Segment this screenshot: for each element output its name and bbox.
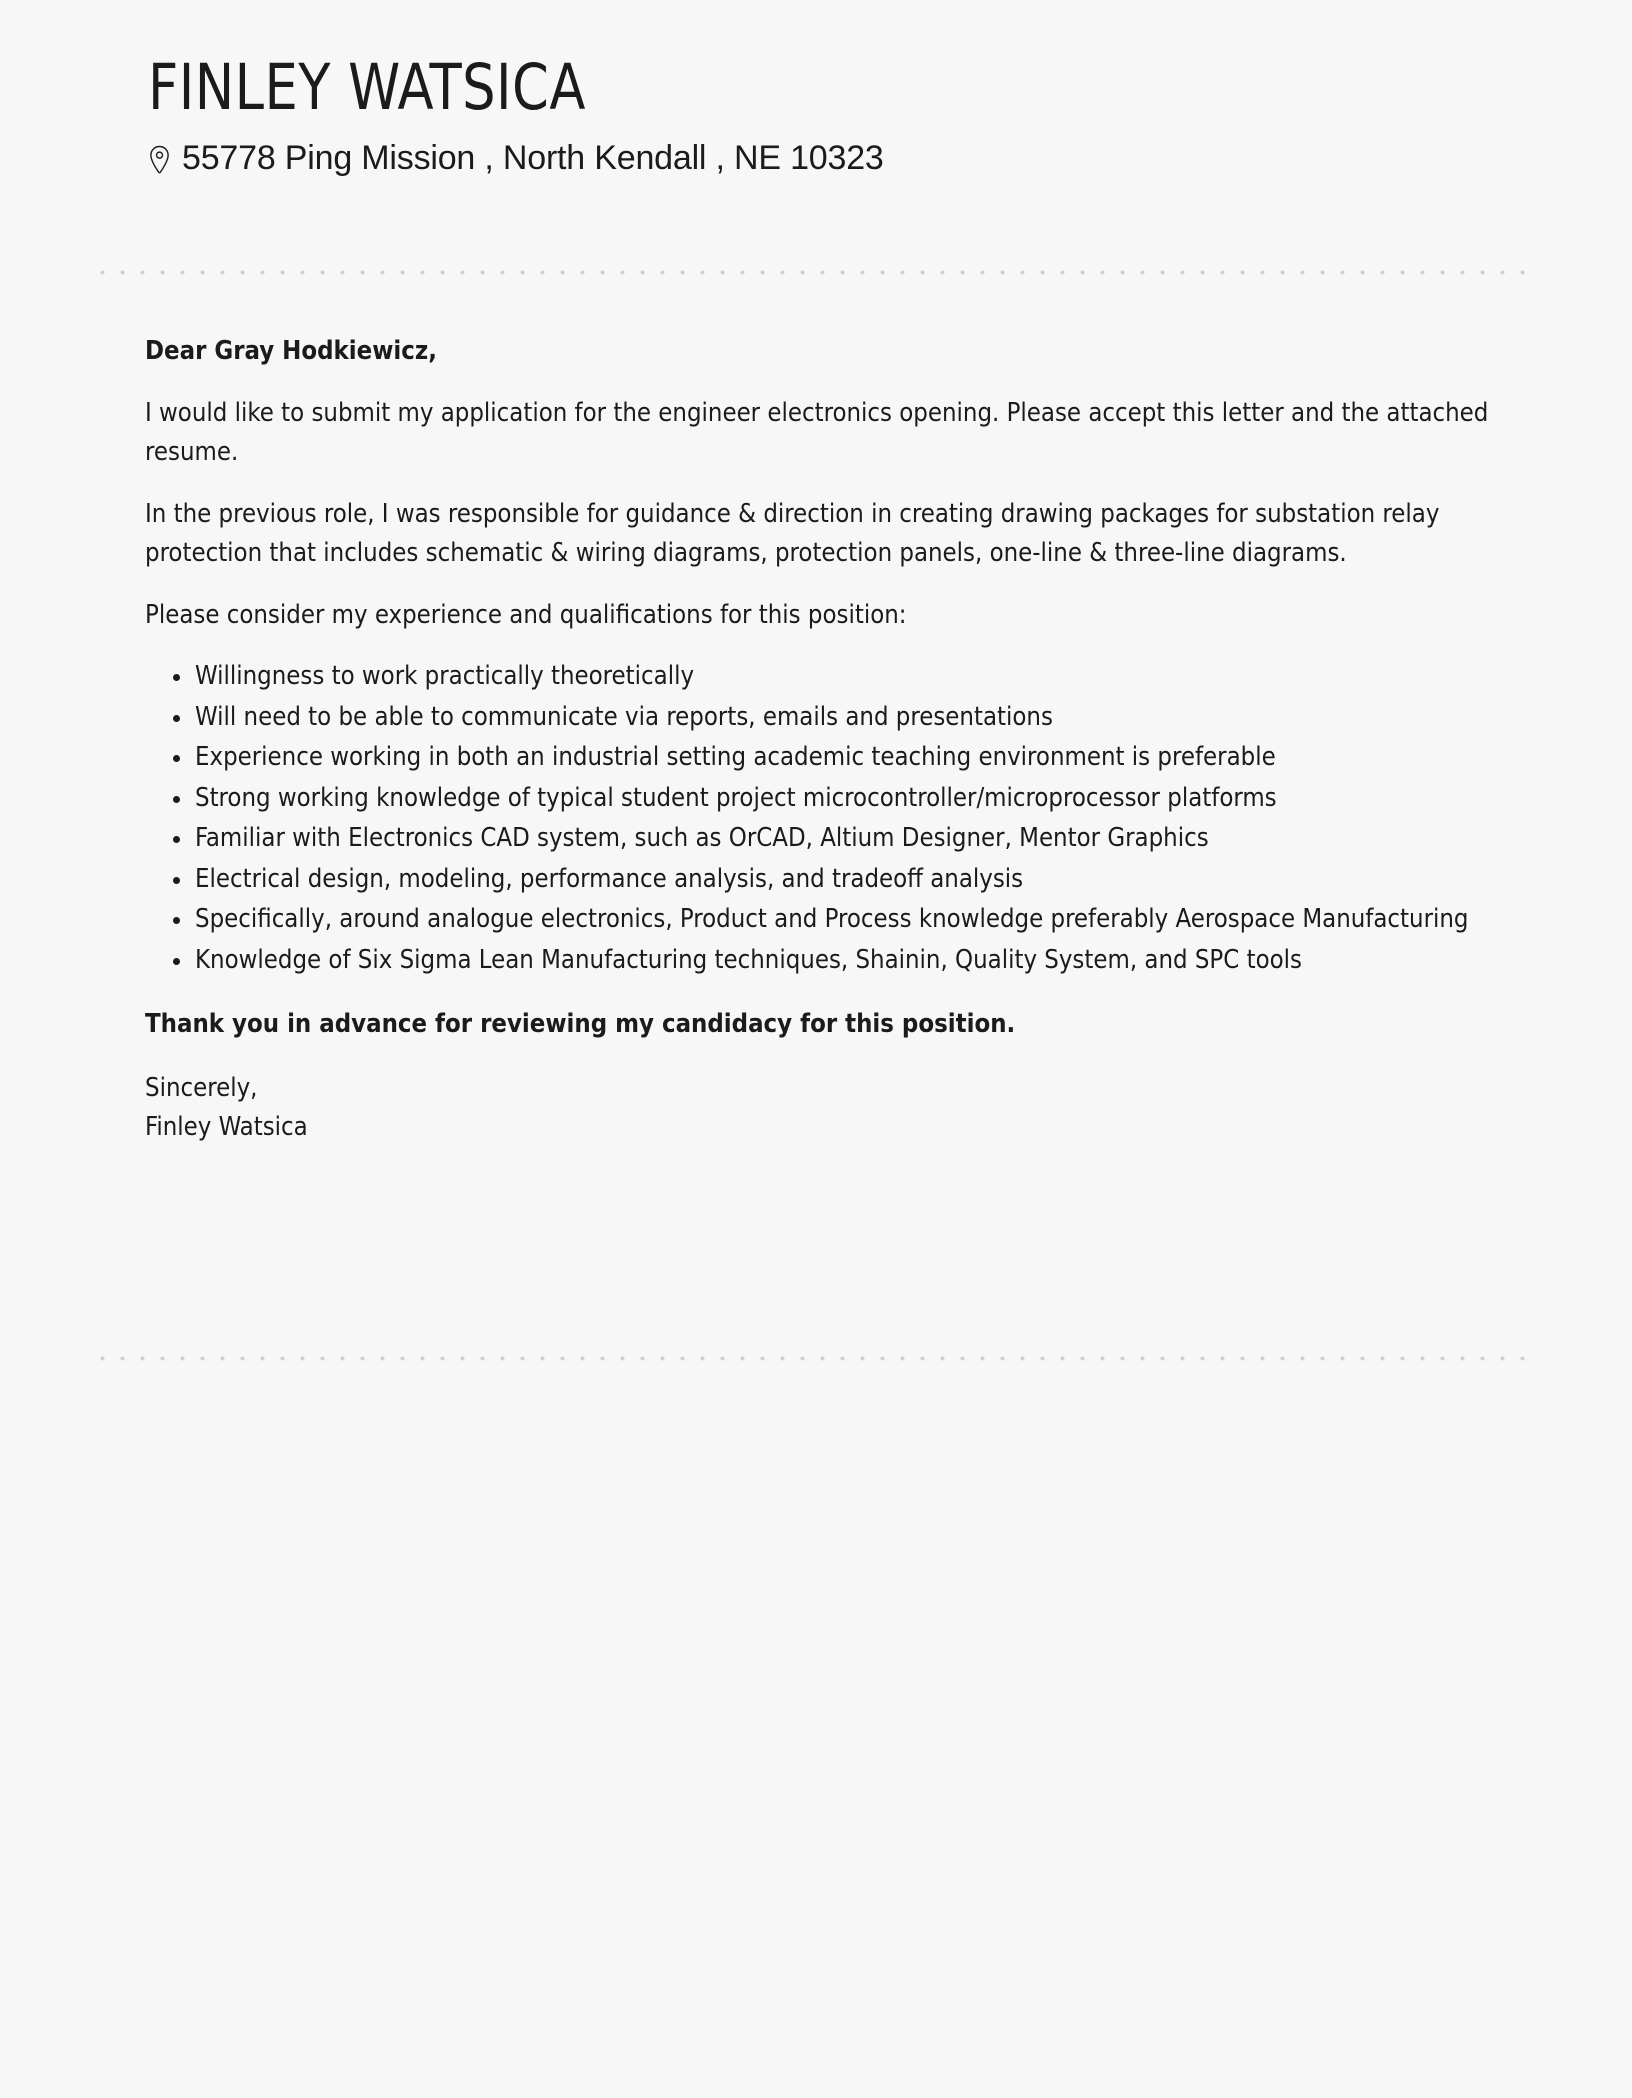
letter-salutation: Dear Gray Hodkiewicz,: [145, 336, 437, 366]
letter-paragraph-2: In the previous role, I was responsible for guidance & direction in creating drawing packages for substation relay protection that includes schematic & wiring diagrams, protection panels, one-line & three-line diagrams.: [145, 498, 1440, 568]
candidate-name: FINLEY WATSICA: [148, 51, 586, 124]
letter-signature-block: [145, 1069, 1489, 1148]
letter-thank-you: Thank you in advance for reviewing my candidacy for this position.: [145, 1009, 1016, 1039]
list-item: Strong working knowledge of typical student project microcontroller/microprocessor platforms: [145, 779, 1489, 819]
list-item: Experience working in both an industrial setting academic teaching environment is preferable: [145, 738, 1489, 778]
letter-paragraph-3: Please consider my experience and qualifications for this position:: [145, 599, 907, 630]
list-item: Will need to be able to communicate via reports, emails and presentations: [145, 698, 1489, 738]
map-pin-icon: [148, 145, 171, 175]
list-item: Specifically, around analogue electronics, Product and Process knowledge preferably Aerospace Manufacturing: [145, 900, 1489, 940]
divider-top: [100, 270, 1532, 275]
divider-bottom: [100, 1356, 1532, 1361]
list-item: Electrical design, modeling, performance analysis, and tradeoff analysis: [145, 860, 1489, 900]
list-item: Familiar with Electronics CAD system, such as OrCAD, Altium Designer, Mentor Graphics: [145, 819, 1489, 859]
letter-paragraph-1: I would like to submit my application for the engineer electronics opening. Please accept this letter and the attached resume.: [145, 397, 1489, 467]
signoff-line: Sincerely,: [145, 1072, 258, 1103]
list-item: Knowledge of Six Sigma Lean Manufacturing techniques, Shainin, Quality System, and SPC tools: [145, 941, 1489, 981]
list-item: Willingness to work practically theoretically: [145, 657, 1489, 697]
signature-name: Finley Watsica: [145, 1112, 308, 1142]
candidate-address: 55778 Ping Mission , North Kendall , NE 10323: [182, 139, 884, 177]
contact-line: [148, 140, 1502, 177]
letter-header: [148, 51, 1502, 177]
letter-body: [145, 332, 1489, 1148]
qualifications-list: [145, 657, 1489, 980]
